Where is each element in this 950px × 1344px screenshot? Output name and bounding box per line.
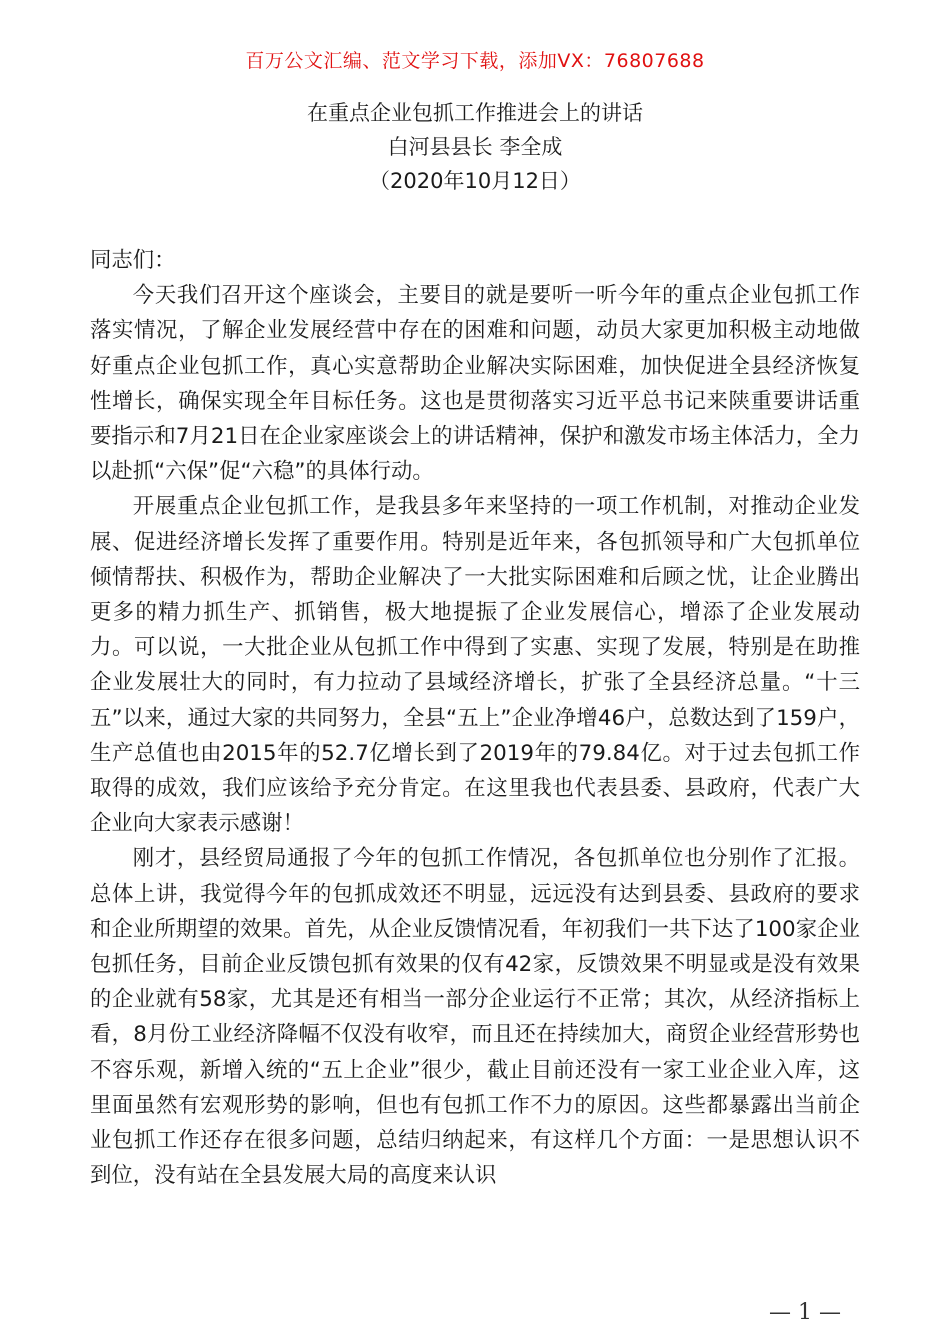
page-number: — 1 — bbox=[769, 1300, 841, 1325]
speaker-line: 白河县县长 李全成 bbox=[387, 135, 563, 159]
document-header bbox=[0, 96, 950, 198]
paragraph-2: 开展重点企业包抓工作，是我县多年来坚持的一项工作机制，对推动企业发展、促进经济增长发挥了重要作用。特别是近年来，各包抓领导和广大包抓单位倾情帮扶、积极作为，帮助企业解决了一大批实际困难和后顾之忧，让企业腾出更多的精力抓生产、抓销售，极大地提振了企业发展信心，增添了企业发展动力。可以说，一大批企业从包抓工作中得到了实惠、实现了发展，特别是在助推企业发展壮大的同时，有力拉动了县域经济增长，扩张了全县经济总量。“十三五”以来，通过大家的共同努力，全县“五上”企业净增46户，总数达到了159户，生产总值也由2015年的52.7亿增长到了2019年的79.84亿。对于过去包抓工作取得的成效，我们应该给予充分肯定。在这里我也代表县委、县政府，代表广大企业向大家表示感谢！ bbox=[90, 494, 860, 837]
speech-body bbox=[90, 243, 860, 1193]
speech-date: （2020年10月12日） bbox=[369, 169, 581, 193]
watermark-banner: 百万公文汇编、范文学习下载，添加VX：76807688 bbox=[245, 50, 705, 72]
document-title: 在重点企业包抓工作推进会上的讲话 bbox=[307, 101, 643, 125]
paragraph-1: 今天我们召开这个座谈会，主要目的就是要听一听今年的重点企业包抓工作落实情况，了解企业发展经营中存在的困难和问题，动员大家更加积极主动地做好重点企业包抓工作，真心实意帮助企业解决实际困难，加快促进全县经济恢复性增长，确保实现全年目标任务。这也是贯彻落实习近平总书记来陕重要讲话重要指示和7月21日在企业家座谈会上的讲话精神，保护和激发市场主体活力，全力以赴抓“六保”促“六稳”的具体行动。 bbox=[90, 283, 860, 485]
paragraph-3: 刚才，县经贸局通报了今年的包抓工作情况，各包抓单位也分别作了汇报。总体上讲，我觉得今年的包抓成效还不明显，远远没有达到县委、县政府的要求和企业所期望的效果。首先，从企业反馈情况看，年初我们一共下达了100家企业包抓任务，目前企业反馈包抓有效果的仅有42家，反馈效果不明显或是没有效果的企业就有58家，尤其是还有相当一部分企业运行不正常；其次，从经济指标上看，8月份工业经济降幅不仅没有收窄，而且还在持续加大，商贸企业经营形势也不容乐观，新增入统的“五上企业”很少，截止目前还没有一家工业企业入库，这里面虽然有宏观形势的影响，但也有包抓工作不力的原因。这些都暴露出当前企业包抓工作还存在很多问题，总结归纳起来，有这样几个方面：一是思想认识不到位，没有站在全县发展大局的高度来认识 bbox=[90, 846, 860, 1189]
salutation: 同志们： bbox=[90, 248, 176, 273]
